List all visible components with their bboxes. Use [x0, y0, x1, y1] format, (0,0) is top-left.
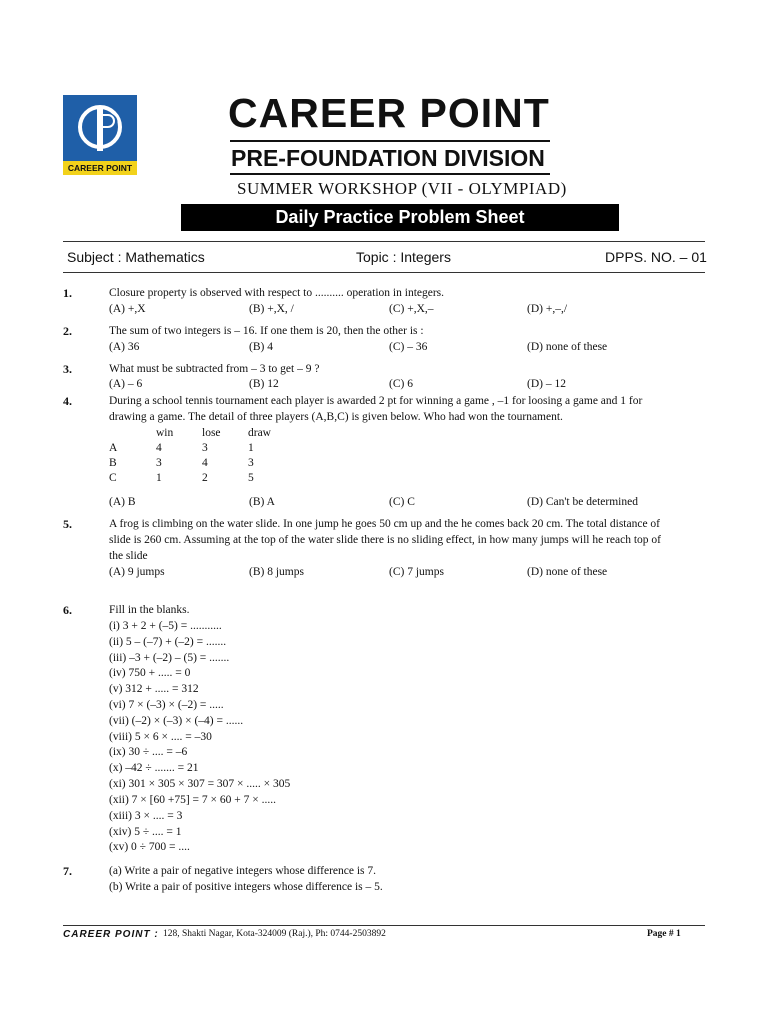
question-text: drawing a game. The detail of three players (A,B,C) is given below. Who had won the tournament. [109, 411, 563, 423]
option-b: (B) 4 [249, 341, 273, 353]
option-c: (C) +,X,– [389, 303, 434, 315]
table-cell: 4 [156, 442, 162, 454]
question-number: 4. [63, 394, 72, 408]
table-cell: 3 [202, 442, 208, 454]
option-d: (D) – 12 [527, 378, 566, 390]
table-player: A [109, 442, 118, 454]
option-d: (D) Can't be determined [527, 496, 638, 508]
option-c: (C) 7 jumps [389, 566, 444, 578]
option-d: (D) none of these [527, 566, 608, 578]
table-cell: 5 [248, 472, 254, 484]
blank-item: (iv) 750 + ..... = 0 [109, 667, 191, 679]
table-header-draw: draw [248, 427, 271, 439]
blank-item: (xi) 301 × 305 × 307 = 307 × ..... × 305 [109, 778, 291, 790]
table-cell: 2 [202, 472, 208, 484]
question-text: the slide [109, 550, 148, 562]
question-number: 6. [63, 603, 72, 617]
option-b: (B) +,X, / [249, 303, 294, 315]
info-bottom-rule [63, 272, 705, 273]
table-cell: 3 [248, 457, 254, 469]
blank-item: (xii) 7 × [60 +75] = 7 × 60 + 7 × ..... [109, 794, 276, 806]
division-title: PRE-FOUNDATION DIVISION [231, 145, 545, 171]
blank-item: (vi) 7 × (–3) × (–2) = ..... [109, 699, 224, 711]
option-b: (B) A [249, 496, 275, 508]
question-number: 2. [63, 324, 72, 338]
option-a: (A) 9 jumps [109, 566, 165, 578]
table-header-win: win [156, 427, 174, 439]
option-a: (A) 36 [109, 341, 140, 353]
option-a: (A) +,X [109, 303, 146, 315]
option-d: (D) none of these [527, 341, 608, 353]
option-a: (A) – 6 [109, 378, 143, 390]
blank-item: (iii) –3 + (–2) – (5) = ....... [109, 652, 230, 664]
option-b: (B) 12 [249, 378, 279, 390]
question-number: 1. [63, 286, 72, 300]
table-header-lose: lose [202, 427, 221, 439]
option-d: (D) +,–,/ [527, 303, 568, 315]
topic-label: Topic : Integers [356, 249, 451, 265]
question-text: What must be subtracted from – 3 to get – 9 ? [109, 363, 320, 375]
option-c: (C) – 36 [389, 341, 428, 353]
question-text: A frog is climbing on the water slide. In one jump he goes 50 cm up and the he comes back 20 cm. The total distance of [109, 518, 661, 530]
question-text: (b) Write a pair of positive integers whose difference is – 5. [109, 881, 383, 893]
blank-item: (xiv) 5 ÷ .... = 1 [109, 826, 182, 838]
blank-item: (i) 3 + 2 + (–5) = ........... [109, 620, 222, 632]
footer-brand: CAREER POINT : [63, 929, 159, 940]
footer-rule [63, 925, 705, 926]
question-number: 7. [63, 864, 72, 878]
blank-item: (xv) 0 ÷ 700 = .... [109, 841, 190, 853]
blank-item: (xiii) 3 × .... = 3 [109, 810, 183, 822]
blank-item: (ix) 30 ÷ .... = –6 [109, 746, 188, 758]
option-c: (C) C [389, 496, 415, 508]
table-cell: 4 [202, 457, 208, 469]
page-number: Page # 1 [647, 929, 681, 939]
blank-item: (viii) 5 × 6 × .... = –30 [109, 731, 212, 743]
sheet-title-banner: Daily Practice Problem Sheet [181, 204, 619, 231]
logo-label: CAREER POINT [63, 161, 137, 175]
question-text: During a school tennis tournament each player is awarded 2 pt for winning a game , –1 for loosing a game and 1 for [109, 395, 643, 407]
workshop-subtitle: SUMMER WORKSHOP (VII - OLYMPIAD) [237, 179, 567, 198]
question-text: Closure property is observed with respect to .......... operation in integers. [109, 287, 445, 299]
table-cell: 3 [156, 457, 162, 469]
header-divider [230, 173, 550, 175]
option-b: (B) 8 jumps [249, 566, 304, 578]
question-text: The sum of two integers is – 16. If one them is 20, then the other is : [109, 325, 424, 337]
dpps-number: DPPS. NO. – 01 [605, 249, 707, 265]
question-text: slide is 260 cm. Assuming at the top of the water slide there is no sliding effect, in how many jumps will he reach top of [109, 534, 662, 546]
blank-item: (x) –42 ÷ ....... = 21 [109, 762, 199, 774]
info-top-rule [63, 241, 705, 242]
table-cell: 1 [156, 472, 162, 484]
table-player: C [109, 472, 117, 484]
question-number: 5. [63, 517, 72, 531]
career-point-logo [63, 95, 137, 175]
table-player: B [109, 457, 117, 469]
option-a: (A) B [109, 496, 136, 508]
footer-address: 128, Shakti Nagar, Kota-324009 (Raj.), Ph: 0744-2503892 [163, 929, 386, 939]
option-c: (C) 6 [389, 378, 413, 390]
blank-item: (vii) (–2) × (–3) × (–4) = ...... [109, 715, 244, 727]
question-text: (a) Write a pair of negative integers whose difference is 7. [109, 865, 377, 877]
table-cell: 1 [248, 442, 254, 454]
question-text: Fill in the blanks. [109, 604, 190, 616]
blank-item: (v) 312 + ..... = 312 [109, 683, 199, 695]
header-divider [230, 140, 550, 142]
brand-title: CAREER POINT [228, 90, 550, 136]
cp-emblem-icon [75, 101, 125, 157]
question-number: 3. [63, 362, 72, 376]
blank-item: (ii) 5 – (–7) + (–2) = ....... [109, 636, 227, 648]
subject-label: Subject : Mathematics [67, 249, 205, 265]
